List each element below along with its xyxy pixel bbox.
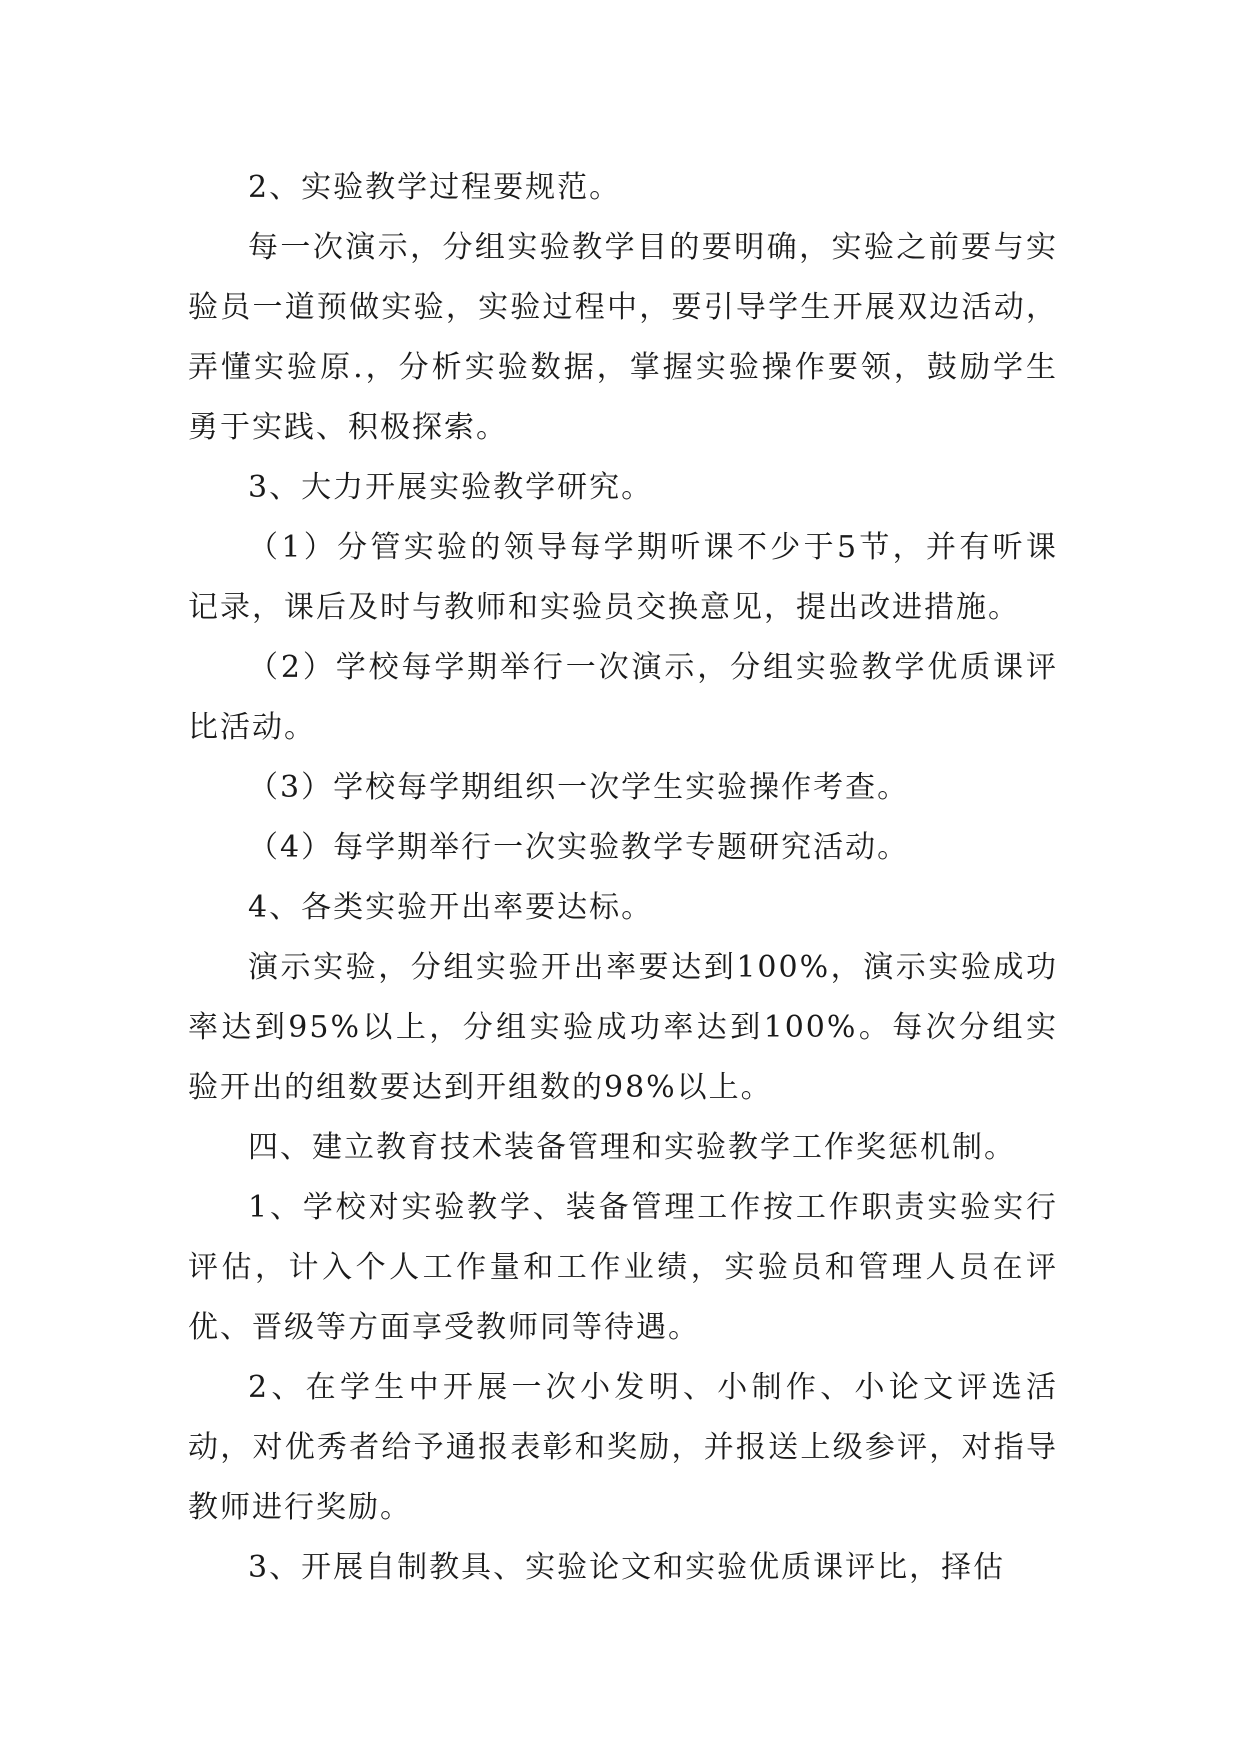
paragraph: 2、实验教学过程要规范。 — [248, 170, 622, 205]
paragraph: （2）学校每学期举行一次演示，分组实验教学优质课评比活动。 — [188, 650, 1058, 745]
paragraph: （3）学校每学期组织一次学生实验操作考查。 — [248, 770, 910, 805]
paragraph: 3、大力开展实验教学研究。 — [248, 470, 654, 505]
paragraph: 1、学校对实验教学、装备管理工作按工作职责实验实行评估，计入个人工作量和工作业绩，实验员和管理人员在评优、晋级等方面享受教师同等待遇。 — [188, 1190, 1058, 1345]
paragraph: 4、各类实验开出率要达标。 — [248, 890, 654, 925]
paragraph: 每一次演示，分组实验教学目的要明确，实验之前要与实验员一道预做实验，实验过程中，要引导学生开展双边活动，弄懂实验原.，分析实验数据，掌握实验操作要领，鼓励学生勇于实践、积极探索。 — [188, 230, 1058, 445]
paragraph: （1）分管实验的领导每学期听课不少于5节，并有听课记录，课后及时与教师和实验员交换意见，提出改进措施。 — [188, 530, 1058, 625]
paragraph: （4）每学期举行一次实验教学专题研究活动。 — [248, 830, 910, 865]
section-heading: 四、建立教育技术装备管理和实验教学工作奖惩机制。 — [248, 1130, 1016, 1165]
document-body — [188, 158, 1058, 1598]
paragraph: 演示实验，分组实验开出率要达到100%，演示实验成功率达到95%以上，分组实验成功率达到100%。每次分组实验开出的组数要达到开组数的98%以上。 — [188, 950, 1058, 1105]
paragraph: 3、开展自制教具、实验论文和实验优质课评比，择估 — [248, 1550, 1006, 1585]
paragraph: 2、在学生中开展一次小发明、小制作、小论文评选活动，对优秀者给予通报表彰和奖励，并报送上级参评，对指导教师进行奖励。 — [188, 1370, 1058, 1525]
